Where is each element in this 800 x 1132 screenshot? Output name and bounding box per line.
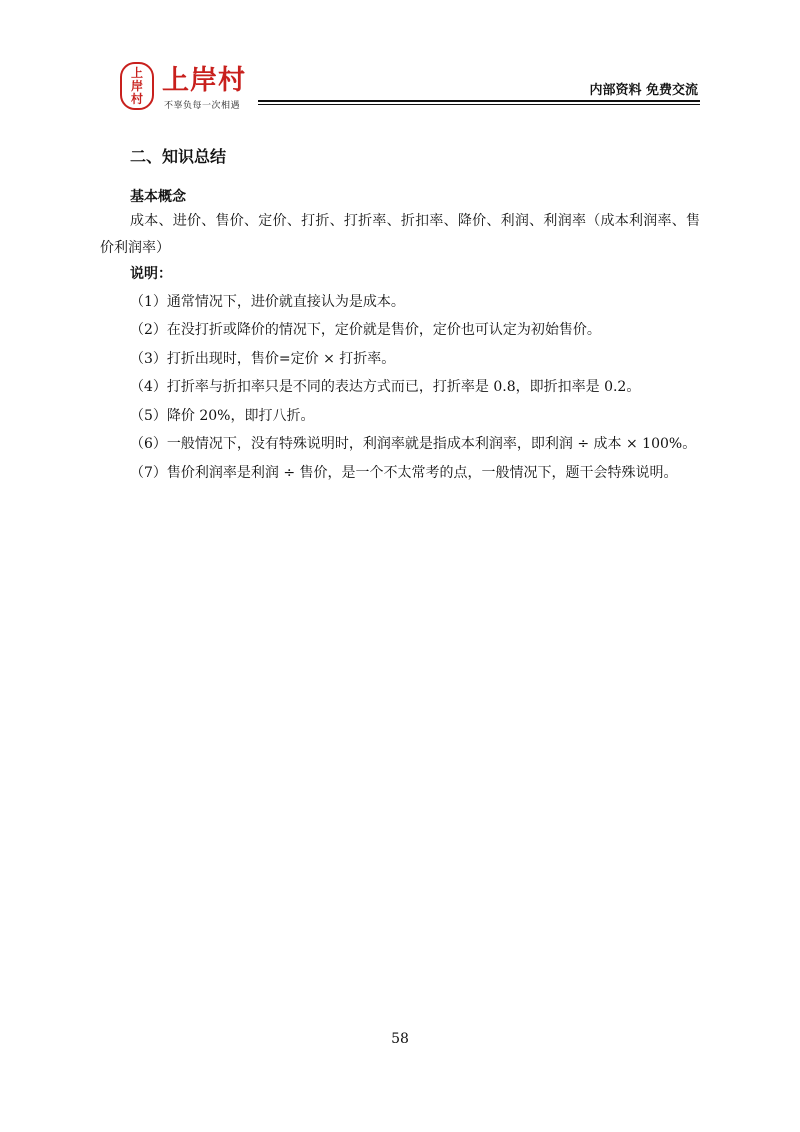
document-body — [100, 146, 700, 487]
page-number: 58 — [391, 1031, 409, 1047]
section-title: 二、知识总结 — [130, 147, 227, 166]
note-item-4: （4）打折率与折扣率只是不同的表达方式而已，打折率是 0.8，即折扣率是 0.2。 — [130, 379, 641, 395]
concepts-title: 基本概念 — [130, 189, 186, 205]
concepts-text: 成本、进价、售价、定价、打折、打折率、折扣率、降价、利润、利润率（成本利润率、售价利润率） — [100, 213, 700, 256]
notes-list — [100, 288, 700, 488]
note-item-3: （3）打折出现时，售价=定价 × 打折率。 — [130, 350, 396, 367]
notes-title: 说明： — [130, 266, 172, 282]
logo-seal — [120, 62, 154, 110]
page-header — [0, 0, 800, 120]
header-rule — [258, 100, 700, 102]
note-item-5: （5）降价 20%，即打八折。 — [130, 407, 315, 424]
note-item-1: （1）通常情况下，进价就直接认为是成本。 — [130, 293, 405, 310]
brand-name: 上岸村 — [162, 65, 246, 96]
note-item-7: （7）售价利润率是利润 ÷ 售价，是一个不太常考的点，一般情况下，题干会特殊说明。 — [130, 464, 678, 481]
header-label: 内部资料 免费交流 — [589, 83, 698, 98]
header-rule-thin — [258, 104, 700, 105]
note-item-6: （6）一般情况下，没有特殊说明时，利润率就是指成本利润率，即利润 ÷ 成本 × 100%。 — [130, 436, 697, 452]
logo-seal-text: 上岸村 — [130, 65, 143, 106]
brand-slogan: 不辜负每一次相遇 — [164, 101, 241, 111]
note-item-2: （2）在没打折或降价的情况下，定价就是售价，定价也可认定为初始售价。 — [130, 322, 601, 338]
